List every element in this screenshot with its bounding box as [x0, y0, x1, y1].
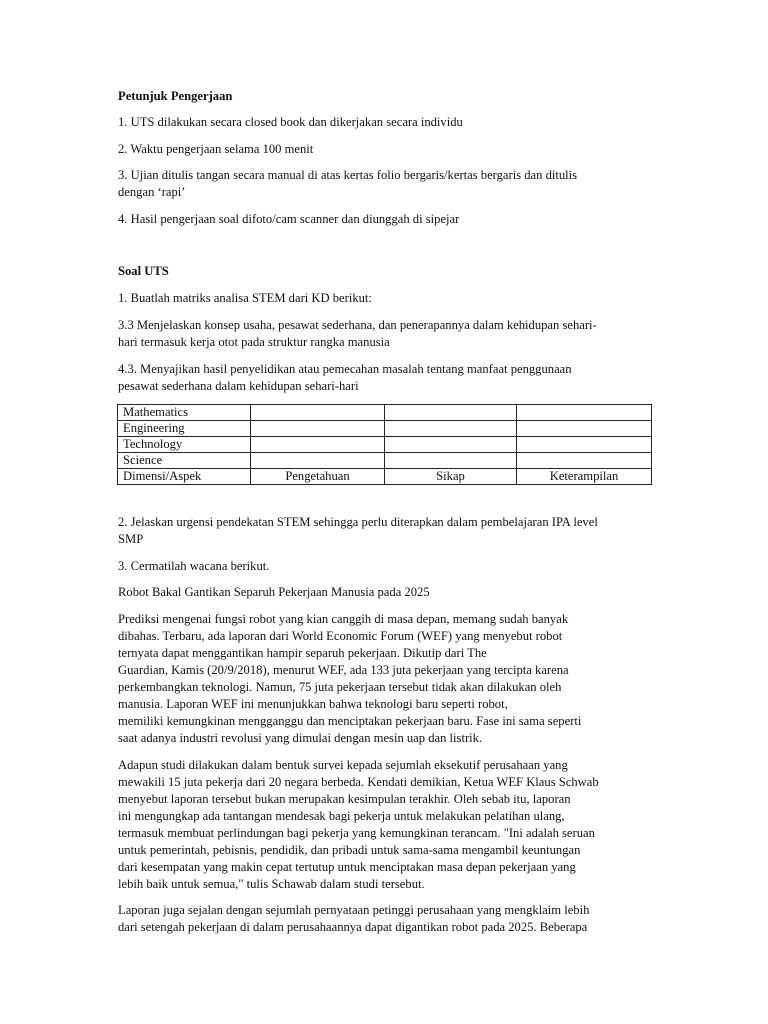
instruction-item-1: 1. UTS dilakukan secara closed book dan dikerjakan secara individu [118, 115, 463, 129]
article-p1-line: memiliki kemungkinan mengganggu dan menciptakan pekerjaan baru. Fase ini sama seperti [118, 714, 582, 728]
article-p2-line: menyebut laporan tersebut bukan merupakan kesimpulan terakhir. Oleh sebab itu, laporan [118, 792, 571, 806]
table-cell [517, 437, 652, 453]
table-row [118, 453, 652, 469]
kd-4-3-line-2: pesawat sederhana dalam kehidupan sehari-hari [118, 379, 359, 393]
row-label-mathematics: Mathematics [118, 405, 251, 421]
instructions-heading: Petunjuk Pengerjaan [118, 89, 233, 103]
article-p2-line: lebih baik untuk semua," tulis Schawab dalam studi tersebut. [118, 877, 425, 891]
column-dimensi-aspek: Dimensi/Aspek [118, 469, 251, 485]
article-p1-line: manusia. Laporan WEF ini menunjukkan bahwa teknologi baru seperti robot, [118, 697, 508, 711]
article-p1-line: dibahas. Terbaru, ada laporan dari World Economic Forum (WEF) yang menyebut robot [118, 629, 563, 643]
column-keterampilan: Keterampilan [517, 469, 652, 485]
article-p3-line: dari setengah pekerjaan di dalam perusahaannya dapat digantikan robot pada 2025. Beberapa [118, 920, 588, 934]
table-cell [385, 453, 517, 469]
article-p2-line: mewakili 15 juta pekerja dari 20 negara berbeda. Kendati demikian, Ketua WEF Klaus Schwab [118, 775, 599, 789]
article-p1-line: ternyata dapat menggantikan hampir separuh pekerjaan. Dikutip dari The [118, 646, 487, 660]
table-cell [251, 421, 385, 437]
table-cell [517, 421, 652, 437]
instruction-item-4: 4. Hasil pengerjaan soal difoto/cam scanner dan diunggah di sipejar [118, 212, 460, 226]
question-2-line-1: 2. Jelaskan urgensi pendekatan STEM sehingga perlu diterapkan dalam pembelajaran IPA level [118, 515, 598, 529]
table-cell [251, 453, 385, 469]
article-p2-line: untuk pemerintah, pebisnis, pendidik, dan pribadi untuk sama-sama mengambil keuntungan [118, 843, 581, 857]
kd-3-3-line-2: hari termasuk kerja otot pada struktur rangka manusia [118, 335, 390, 349]
table-footer-row [118, 469, 652, 485]
questions-heading: Soal UTS [118, 264, 169, 278]
article-p1-line: Guardian, Kamis (20/9/2018), menurut WEF, ada 133 juta pekerjaan yang tercipta karena [118, 663, 569, 677]
table-row [118, 405, 652, 421]
article-p2-line: ini mengungkap ada tantangan mendesak bagi pekerja untuk melakukan pelatihan ulang, [118, 809, 565, 823]
column-pengetahuan: Pengetahuan [251, 469, 385, 485]
table-cell [517, 405, 652, 421]
kd-4-3-line-1: 4.3. Menyajikan hasil penyelidikan atau pemecahan masalah tentang manfaat penggunaan [118, 362, 572, 376]
article-p2-line: dari kesempatan yang makin cepat tertutup untuk menciptakan masa depan pekerjaan yang [118, 860, 576, 874]
stem-matrix-table [117, 404, 652, 485]
column-sikap: Sikap [385, 469, 517, 485]
instruction-item-2: 2. Waktu pengerjaan selama 100 menit [118, 142, 314, 156]
article-p1-line: perkembangkan teknologi. Namun, 75 juta pekerjaan tersebut tidak akan dilakukan oleh [118, 680, 562, 694]
table-row [118, 421, 652, 437]
row-label-technology: Technology [118, 437, 251, 453]
article-p3-line: Laporan juga sejalan dengan sejumlah pernyataan petinggi perusahaan yang mengklaim lebih [118, 903, 590, 917]
instruction-item-3: 3. Ujian ditulis tangan secara manual di atas kertas folio bergaris/kertas bergaris dan ditulis [118, 168, 578, 182]
article-p1-line: saat adanya industri revolusi yang dimulai dengan mesin uap dan listrik. [118, 731, 483, 745]
article-p2-line: Adapun studi dilakukan dalam bentuk survei kepada sejumlah eksekutif perusahaan yang [118, 758, 568, 772]
row-label-engineering: Engineering [118, 421, 251, 437]
row-label-science: Science [118, 453, 251, 469]
table-row [118, 437, 652, 453]
table-cell [251, 437, 385, 453]
question-1: 1. Buatlah matriks analisa STEM dari KD berikut: [118, 291, 372, 305]
table-cell [385, 421, 517, 437]
table-cell [385, 437, 517, 453]
question-2-line-2: SMP [118, 532, 144, 546]
article-title: Robot Bakal Gantikan Separuh Pekerjaan Manusia pada 2025 [118, 585, 430, 599]
table-cell [385, 405, 517, 421]
table-cell [517, 453, 652, 469]
instruction-item-3-cont: dengan ‘rapi’ [118, 185, 186, 199]
kd-3-3-line-1: 3.3 Menjelaskan konsep usaha, pesawat sederhana, dan penerapannya dalam kehidupan sehari- [118, 318, 597, 332]
question-3: 3. Cermatilah wacana berikut. [118, 559, 270, 573]
article-p2-line: termasuk membuat perlindungan bagi pekerja yang kemungkinan terancam. "Ini adalah seruan [118, 826, 595, 840]
article-p1-line: Prediksi mengenai fungsi robot yang kian canggih di masa depan, memang sudah banyak [118, 612, 569, 626]
table-cell [251, 405, 385, 421]
